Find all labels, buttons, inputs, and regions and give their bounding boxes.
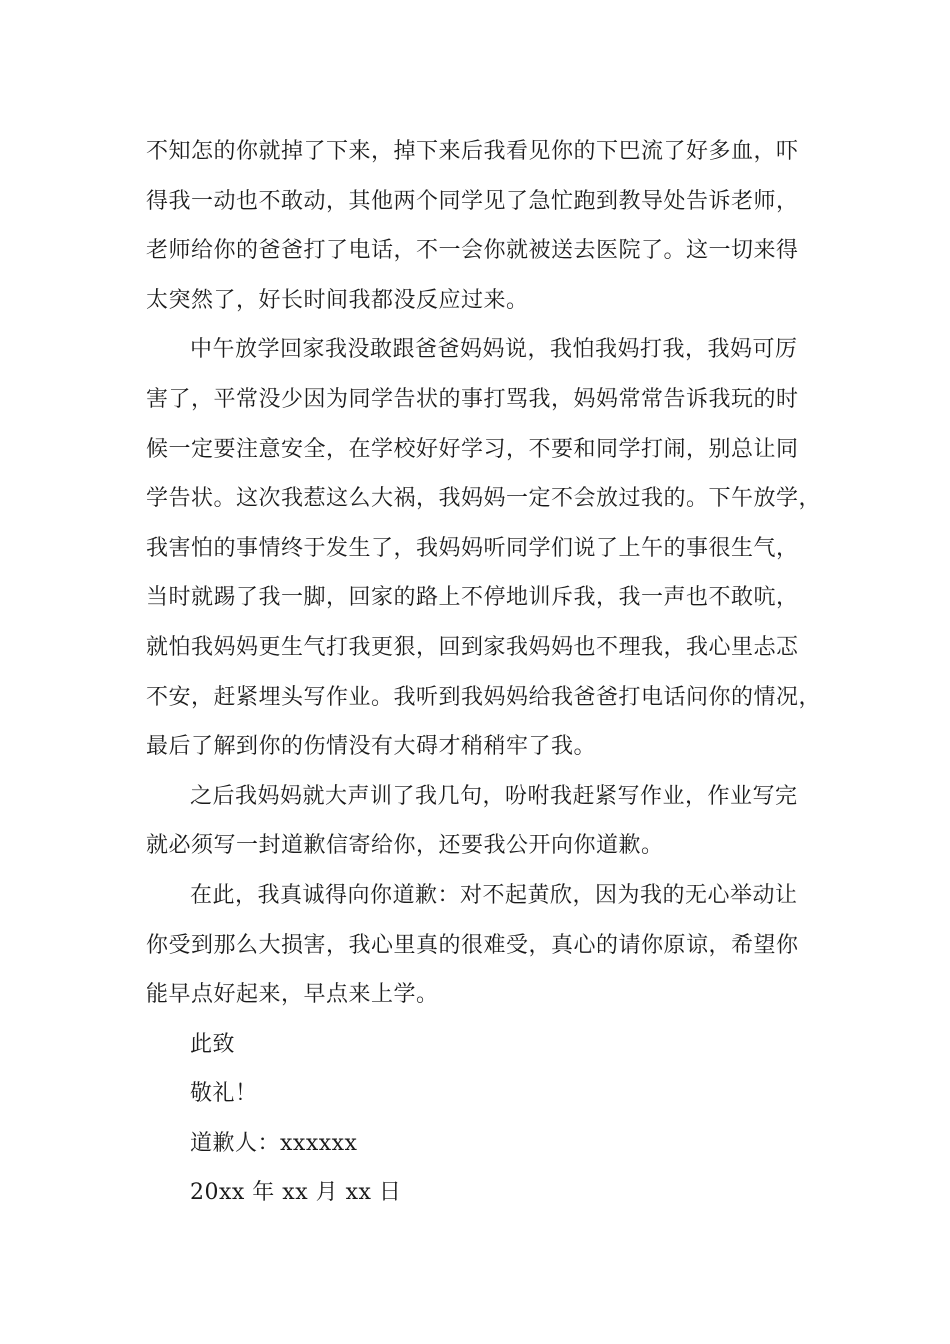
text-line: 不安，赶紧埋头写作业。我听到我妈妈给我爸爸打电话问你的情况， bbox=[146, 684, 822, 710]
text-line: 老师给你的爸爸打了电话，不一会你就被送去医院了。这一切来得 bbox=[146, 238, 799, 264]
text-line: 能早点好起来，早点来上学。 bbox=[146, 982, 439, 1008]
closing-regards: 敬礼！ bbox=[190, 1081, 258, 1107]
text-line: 在此，我真诚得向你道歉：对不起黄欣，因为我的无心举动让 bbox=[190, 882, 798, 908]
signer-line: 道歉人：xxxxxx bbox=[190, 1130, 358, 1156]
text-line: 就怕我妈妈更生气打我更狠，回到家我妈妈也不理我，我心里忐忑 bbox=[146, 634, 799, 660]
text-line: 得我一动也不敢动，其他两个同学见了急忙跑到教导处告诉老师， bbox=[146, 188, 799, 214]
paragraph-3 bbox=[146, 772, 826, 871]
text-line: 当时就踢了我一脚，回家的路上不停地训斥我，我一声也不敢吭， bbox=[146, 585, 799, 611]
closing-salutation: 此致 bbox=[190, 1031, 236, 1057]
text-line: 学告状。这次我惹这么大祸，我妈妈一定不会放过我的。下午放学， bbox=[146, 486, 822, 512]
text-line: 之后我妈妈就大声训了我几句，吩咐我赶紧写作业，作业写完 bbox=[190, 783, 798, 809]
text-line: 最后了解到你的伤情没有大碍才稍稍牢了我。 bbox=[146, 734, 597, 760]
letter-body bbox=[146, 127, 826, 1218]
text-line: 候一定要注意安全，在学校好好学习，不要和同学打闹，别总让同 bbox=[146, 436, 799, 462]
text-line: 中午放学回家我没敢跟爸爸妈妈说，我怕我妈打我，我妈可厉 bbox=[190, 337, 798, 363]
paragraph-2 bbox=[146, 325, 826, 771]
text-line: 你受到那么大损害，我心里真的很难受，真心的请你原谅，希望你 bbox=[146, 932, 799, 958]
text-line: 害了，平常没少因为同学告状的事打骂我，妈妈常常告诉我玩的时 bbox=[146, 386, 799, 412]
letter-closing bbox=[146, 1020, 826, 1218]
paragraph-4 bbox=[146, 871, 826, 1020]
text-line: 就必须写一封道歉信寄给你，还要我公开向你道歉。 bbox=[146, 833, 664, 859]
text-line: 太突然了，好长时间我都没反应过来。 bbox=[146, 287, 529, 313]
paragraph-1 bbox=[146, 127, 826, 325]
text-line: 不知怎的你就掉了下来，掉下来后我看见你的下巴流了好多血，吓 bbox=[146, 139, 799, 164]
date-line: 20xx 年 xx 月 xx 日 bbox=[190, 1180, 402, 1206]
text-line: 我害怕的事情终于发生了，我妈妈听同学们说了上午的事很生气， bbox=[146, 535, 799, 561]
